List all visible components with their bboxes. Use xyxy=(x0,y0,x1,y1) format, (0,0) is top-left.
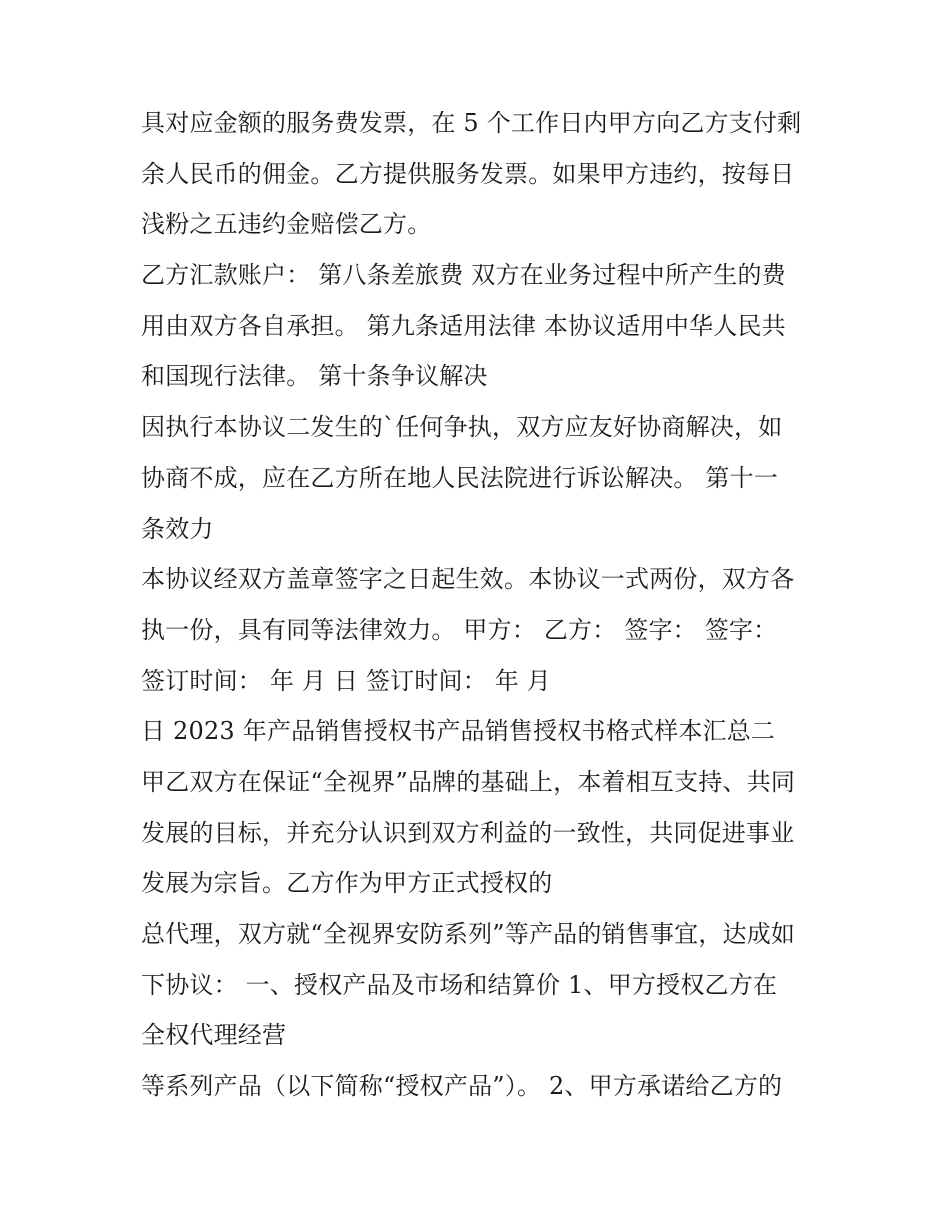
text-line: 甲乙双方在保证“全视界”品牌的基础上，本着相互支持、共同 xyxy=(141,767,796,796)
text-line: 用由双方各自承担。 第九条适用法律 本协议适用中华人民共 xyxy=(141,311,786,340)
text-line: 等系列产品（以下简称“授权产品”）。 2、甲方承诺给乙方的 xyxy=(141,1072,783,1101)
text-line: 发展为宗旨。乙方作为甲方正式授权的 xyxy=(141,869,553,898)
text-line: 浅粉之五违约金赔偿乙方。 xyxy=(141,210,432,239)
text-line: 因执行本协议二发生的`任何争执，双方应友好协商解决，如 xyxy=(141,413,783,442)
text-line: 发展的目标，并充分认识到双方利益的一致性，共同促进事业 xyxy=(141,818,795,847)
text-line: 全权代理经营 xyxy=(141,1021,287,1050)
text-line: 余人民币的佣金。乙方提供服务发票。如果甲方违约，按每日 xyxy=(141,159,795,188)
text-line: 日 2023 年产品销售授权书产品销售授权书格式样本汇总二 xyxy=(141,717,776,746)
text-line: 下协议： 一、授权产品及市场和结算价 1、甲方授权乙方在 xyxy=(141,970,778,999)
text-line: 执一份，具有同等法律效力。 甲方： 乙方： 签字： 签字： xyxy=(141,615,778,644)
document-body xyxy=(141,98,841,1112)
text-line: 和国现行法律。 第十条争议解决 xyxy=(141,362,488,391)
text-line: 签订时间： 年 月 日 签订时间： 年 月 xyxy=(141,666,551,695)
text-line: 总代理，双方就“全视界安防系列”等产品的销售事宜，达成如 xyxy=(141,920,796,948)
text-line: 协商不成，应在乙方所在地人民法院进行诉讼解决。 第十一 xyxy=(141,463,779,492)
text-line: 本协议经双方盖章签字之日起生效。本协议一式两份，双方各 xyxy=(141,565,795,594)
text-line: 具对应金额的服务费发票，在 5 个工作日内甲方向乙方支付剩 xyxy=(141,109,802,137)
text-line: 乙方汇款账户： 第八条差旅费 双方在业务过程中所产生的费 xyxy=(141,261,786,290)
text-line: 条效力 xyxy=(141,514,214,543)
